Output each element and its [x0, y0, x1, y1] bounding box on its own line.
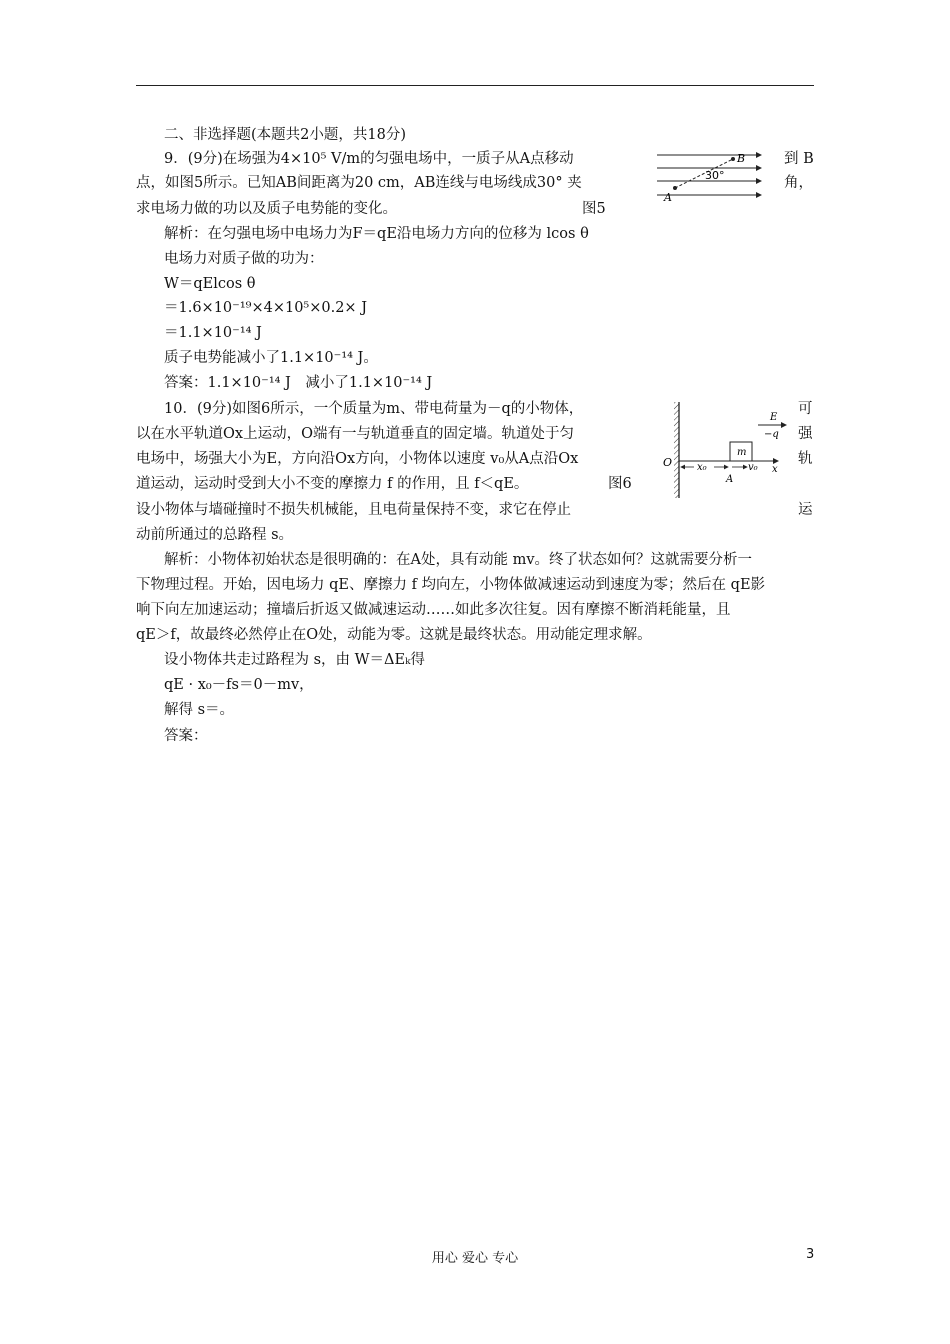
q9-solution-3: W＝qElcos θ: [164, 276, 256, 292]
q9-line-1: 9．(9分)在场强为4×10⁵ V/m的匀强电场中，一质子从A点移动: [164, 151, 574, 167]
label-a: A: [664, 191, 672, 204]
q9-solution-4: ＝1.6×10⁻¹⁹×4×10⁵×0.2× J: [164, 300, 368, 316]
q10-answer: 答案：: [164, 728, 208, 744]
figure-5-field-diagram: [655, 146, 765, 206]
wall-hatching: [674, 402, 679, 498]
q10-solution-5: 设小物体共走过路程为 s，由 W＝ΔEₖ得: [164, 652, 425, 668]
label-e: E: [770, 412, 778, 423]
q10-line-3: 电场中，场强大小为E，方向沿Ox方向，小物体以速度 v₀从A点沿Ox: [136, 451, 579, 467]
label-v0: v₀: [748, 462, 758, 473]
figure-6-track-diagram: [660, 400, 790, 504]
header-rule: [136, 85, 814, 86]
label-x0: x₀: [697, 462, 707, 473]
q10-solution-2: 下物理过程。开始，因电场力 qE、摩擦力 f 均向左，小物体做减速运动到速度为零；然后在 qE影: [136, 577, 766, 593]
label-charge: −q: [764, 429, 779, 440]
q9-solution-6: 质子电势能减小了1.1×10⁻¹⁴ J。: [164, 350, 378, 366]
section-title: 二、非选择题(本题共2小题，共18分): [164, 127, 406, 143]
point-a: [673, 186, 677, 190]
q10-figure-caption: 图6: [608, 476, 632, 492]
q10-line-5-tail: 运: [798, 502, 813, 518]
q9-line-3: 求电场力做的功以及质子电势能的变化。: [136, 201, 397, 217]
q10-solution-6: qE · x₀－fs＝0－mv，: [164, 677, 314, 693]
q10-solution-7: 解得 s＝。: [164, 702, 235, 718]
q10-line-6: 动前所通过的总路程 s。: [136, 527, 294, 543]
label-x-axis: x: [772, 464, 778, 475]
q10-solution-3: 响下向左加速运动；撞墙后折返又做减速运动……如此多次往复。因有摩擦不断消耗能量，且: [136, 602, 731, 618]
page-footer: 用心 爱心 专心: [431, 1251, 519, 1266]
label-a-point: A: [726, 474, 734, 485]
q10-line-5: 设小物体与墙碰撞时不损失机械能，且电荷量保持不变，求它在停止: [136, 502, 571, 518]
q9-solution-5: ＝1.1×10⁻¹⁴ J: [164, 325, 262, 341]
q9-line-2-tail: 角，: [784, 175, 813, 191]
q9-line-2: 点，如图5所示。已知AB间距离为20 cm，AB连线与电场线成30° 夹: [136, 175, 582, 191]
page-number: 3: [806, 1247, 815, 1262]
q10-line-4: 道运动，运动时受到大小不变的摩擦力 f 的作用，且 f＜qE。: [136, 476, 529, 492]
q10-solution-4: qE＞f，故最终必然停止在O处，动能为零。这就是最终状态。用动能定理求解。: [136, 627, 652, 643]
q10-line-1-tail: 可: [798, 401, 813, 417]
q9-answer: 答案：1.1×10⁻¹⁴ J 减小了1.1×10⁻¹⁴ J: [164, 375, 433, 391]
q10-line-2: 以在水平轨道Ox上运动，O端有一与轨道垂直的固定墙。轨道处于匀: [136, 426, 574, 442]
q10-line-1: 10．(9分)如图6所示，一个质量为m、带电荷量为－q的小物体，: [164, 401, 584, 417]
label-o: O: [663, 456, 673, 469]
label-m: m: [737, 447, 747, 458]
q10-solution-1: 解析：小物体初始状态是很明确的：在A处，具有动能 mv。终了状态如何？这就需要分析一: [164, 552, 753, 568]
q9-solution-2: 电场力对质子做的功为：: [164, 251, 324, 267]
q9-solution-1: 解析：在匀强电场中电场力为F＝qE沿电场力方向的位移为 lcos θ: [164, 226, 589, 242]
q10-line-2-tail: 强: [798, 426, 813, 442]
label-angle: 30°: [705, 169, 725, 182]
q9-figure-caption: 图5: [582, 201, 606, 217]
label-b: B: [737, 152, 746, 165]
point-b: [731, 157, 735, 161]
q9-line-1-tail: 到 B: [784, 151, 814, 167]
q10-line-3-tail: 轨: [798, 451, 813, 467]
